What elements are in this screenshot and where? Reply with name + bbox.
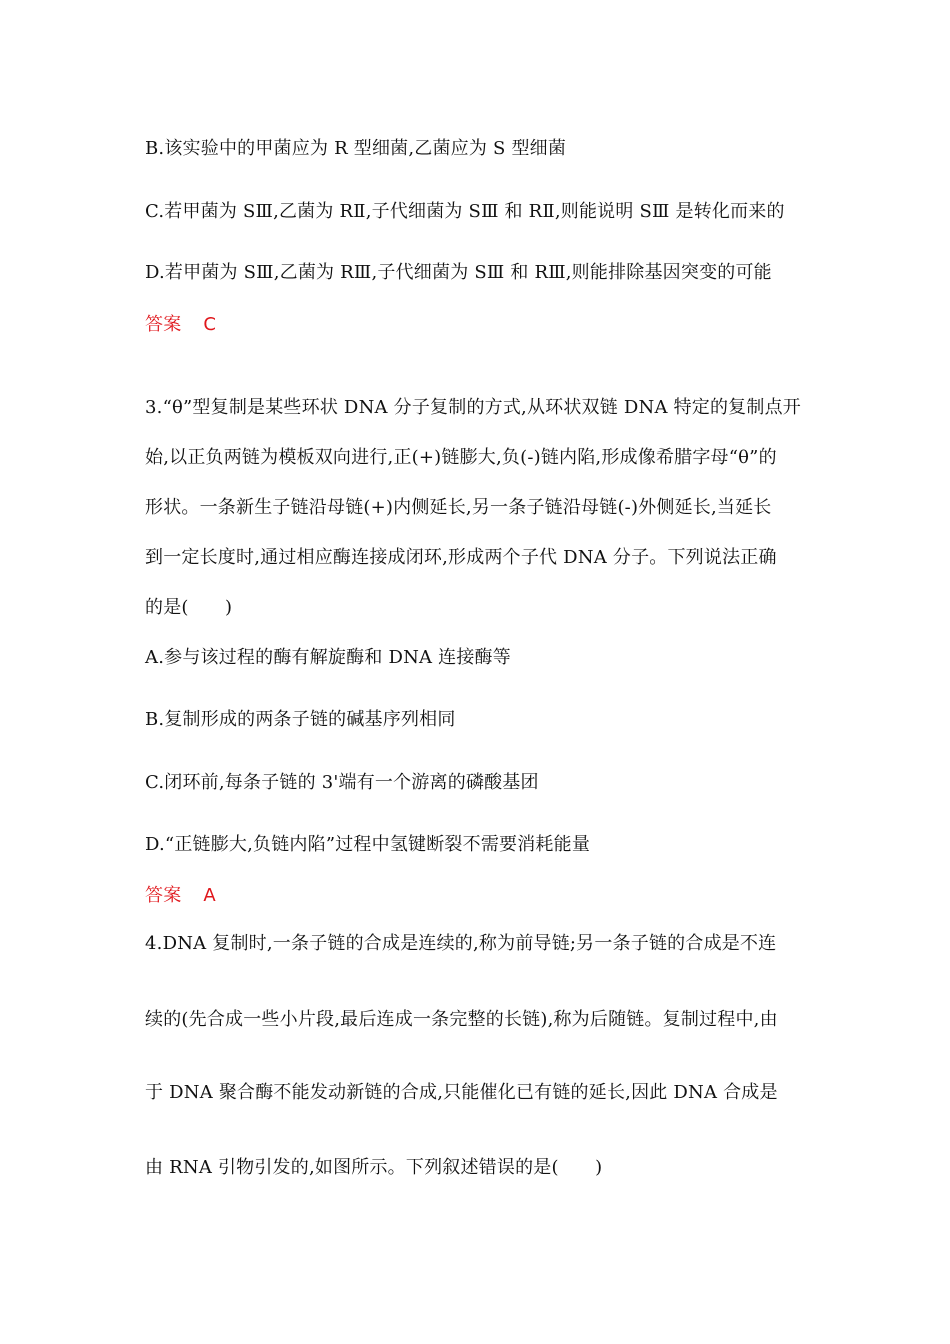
q3-stem-line-4: 到一定长度时,通过相应酶连接成闭环,形成两个子代 DNA 分子。下列说法正确 (145, 547, 777, 568)
answer-label: 答案 (145, 314, 182, 335)
q4-stem-line-4: 由 RNA 引物引发的,如图所示。下列叙述错误的是( ) (145, 1157, 603, 1178)
q2-answer (145, 313, 216, 337)
q4-stem-line-1: 4.DNA 复制时,一条子链的合成是连续的,称为前导链;另一条子链的合成是不连 (145, 933, 777, 954)
q4-stem-line-2: 续的(先合成一些小片段,最后连成一条完整的长链),称为后随链。复制过程中,由 (145, 1009, 778, 1030)
q3-option-d: D.“正链膨大,负链内陷”过程中氢键断裂不需要消耗能量 (145, 834, 591, 855)
q3-stem-line-2: 始,以正负两链为模板双向进行,正(+)链膨大,负(-)链内陷,形成像希腊字母“θ”的 (145, 447, 777, 468)
q2-option-c: C.若甲菌为 SⅢ,乙菌为 RⅡ,子代细菌为 SⅢ 和 RⅡ,则能说明 SⅢ 是转化而来的 (145, 201, 785, 222)
q2-option-b: B.该实验中的甲菌应为 R 型细菌,乙菌应为 S 型细菌 (145, 138, 567, 159)
answer-label: 答案 (145, 885, 182, 906)
q3-option-a: A.参与该过程的酶有解旋酶和 DNA 连接酶等 (145, 647, 511, 668)
answer-value: A (203, 885, 216, 906)
q2-option-d: D.若甲菌为 SⅢ,乙菌为 RⅢ,子代细菌为 SⅢ 和 RⅢ,则能排除基因突变的可能 (145, 262, 772, 283)
answer-value: C (203, 314, 217, 335)
q4-stem-line-3: 于 DNA 聚合酶不能发动新链的合成,只能催化已有链的延长,因此 DNA 合成是 (145, 1082, 778, 1103)
q3-option-c: C.闭环前,每条子链的 3'端有一个游离的磷酸基团 (145, 772, 539, 793)
q3-stem-line-3: 形状。一条新生子链沿母链(+)内侧延长,另一条子链沿母链(-)外侧延长,当延长 (145, 497, 772, 518)
q3-stem-line-1: 3.“θ”型复制是某些环状 DNA 分子复制的方式,从环状双链 DNA 特定的复制点开 (145, 397, 801, 418)
q3-answer (145, 884, 216, 908)
q3-stem-line-5: 的是( ) (145, 597, 233, 618)
q3-option-b: B.复制形成的两条子链的碱基序列相同 (145, 709, 456, 730)
